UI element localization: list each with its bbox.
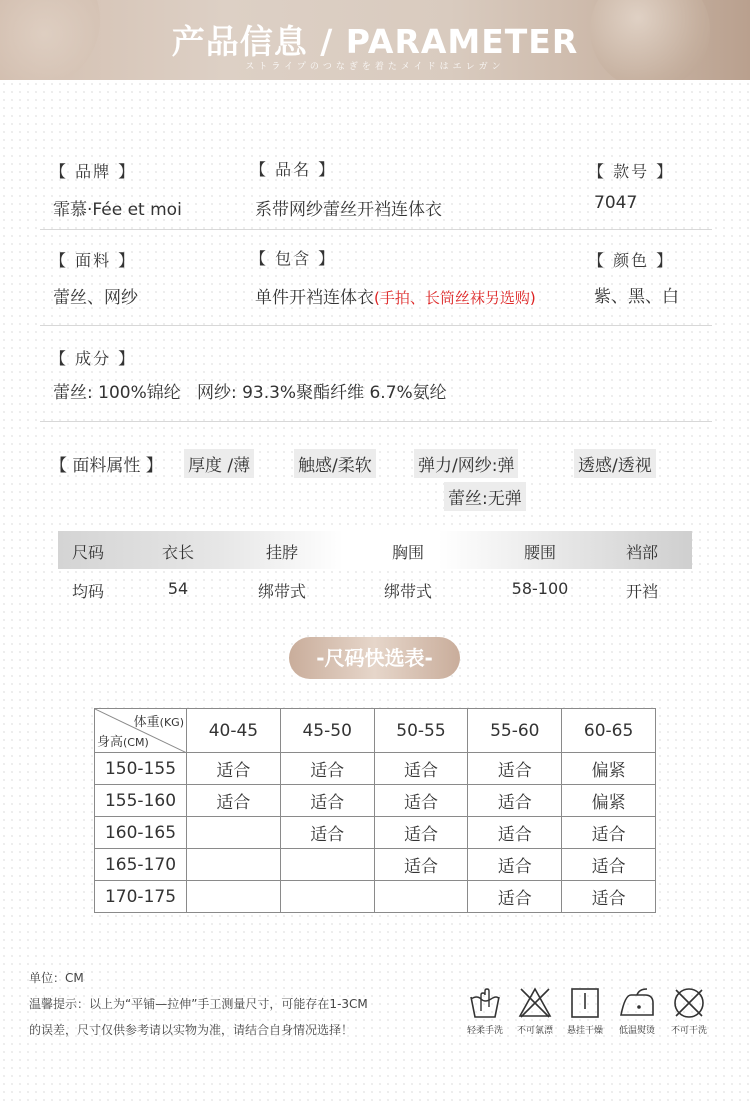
- product-name-value: 系带网纱蕾丝开裆连体衣: [255, 200, 442, 220]
- height-cell: 165-170: [95, 849, 187, 881]
- fit-cell: 适合: [280, 785, 374, 817]
- fit-cell: 适合: [280, 753, 374, 785]
- banner-subtitle: ストライプのつなぎを着たメイドはエレガン: [245, 62, 505, 72]
- care-label: 轻柔手洗: [466, 1026, 503, 1036]
- includes-label: 【 包含 】: [250, 249, 337, 268]
- size-col-header: 尺码: [71, 543, 104, 562]
- header-banner: [0, 0, 750, 80]
- size-value: 均码: [71, 582, 104, 601]
- brand-value: 霏慕·Fée et moi: [53, 200, 182, 220]
- weight-col-header: 50-55: [374, 709, 468, 753]
- hand-wash-icon: [467, 985, 503, 1021]
- fit-cell: 适合: [562, 817, 656, 849]
- care-label: 低温熨烫: [618, 1026, 655, 1036]
- fit-cell: [187, 881, 281, 913]
- fit-cell: 适合: [374, 849, 468, 881]
- care-low-iron: [610, 985, 664, 1036]
- fabric-value: 蕾丝、网纱: [53, 288, 138, 308]
- weight-unit: (KG): [159, 716, 184, 729]
- fabric-label: 【 面料 】: [50, 251, 137, 270]
- quick-select-title: -尺码快选表-: [289, 637, 460, 679]
- style-number-label: 【 款号 】: [588, 162, 675, 181]
- halter-col-header: 挂脖: [265, 543, 298, 562]
- waist-value: 58-100: [511, 579, 569, 598]
- color-label: 【 颜色 】: [588, 251, 675, 270]
- elasticity-chip: 弹力/网纱:弹: [414, 449, 518, 478]
- fit-cell: 适合: [468, 753, 562, 785]
- fit-cell: 适合: [280, 817, 374, 849]
- fit-cell: 适合: [374, 817, 468, 849]
- divider: [40, 325, 712, 326]
- fit-cell: 适合: [468, 849, 562, 881]
- care-no-dry-clean: [662, 985, 716, 1036]
- height-cell: 150-155: [95, 753, 187, 785]
- fit-cell: 适合: [468, 817, 562, 849]
- fit-cell: [280, 881, 374, 913]
- height-header: [97, 731, 149, 750]
- tip-line-2: 的误差，尺寸仅供参考请以实物为准，请结合自身情况选择！: [29, 1023, 354, 1037]
- care-hang-dry: [558, 985, 612, 1036]
- halter-value: 绑带式: [257, 582, 306, 601]
- weight-col-header: 40-45: [187, 709, 281, 753]
- weight-col-header: 60-65: [562, 709, 656, 753]
- unit-note: 单位：CM: [29, 971, 84, 985]
- care-label: 不可氯漂: [516, 1026, 553, 1036]
- fit-cell: 适合: [562, 881, 656, 913]
- table-row: [95, 849, 656, 881]
- weight-label: 体重: [133, 715, 160, 730]
- banner-title: 产品信息 / PARAMETER: [171, 22, 579, 61]
- fit-cell: [187, 849, 281, 881]
- fit-cell: 适合: [374, 753, 468, 785]
- fit-cell: 偏紧: [562, 785, 656, 817]
- height-cell: 160-165: [95, 817, 187, 849]
- weight-header: [134, 711, 184, 730]
- height-unit: (CM): [123, 736, 149, 749]
- composition-label: 【 成分 】: [50, 349, 137, 368]
- touch-chip: 触感/柔软: [294, 449, 376, 478]
- fit-cell: [187, 817, 281, 849]
- fit-cell: 适合: [468, 881, 562, 913]
- height-cell: 170-175: [95, 881, 187, 913]
- fit-cell: 适合: [468, 785, 562, 817]
- thickness-chip: 厚度 /薄: [184, 449, 254, 478]
- includes-item: 单件开裆连体衣: [255, 288, 374, 308]
- care-no-bleach: [508, 985, 562, 1036]
- style-number-value: 7047: [594, 193, 638, 213]
- sheer-chip: 透感/透视: [574, 449, 656, 478]
- includes-note: (手拍、长筒丝袜另选购): [374, 289, 536, 307]
- table-row: [95, 881, 656, 913]
- length-col-header: 衣长: [161, 543, 194, 562]
- fit-cell: 适合: [374, 785, 468, 817]
- divider: [40, 229, 712, 230]
- hang-dry-icon: [567, 985, 603, 1021]
- fit-cell: [280, 849, 374, 881]
- product-name-label: 【 品名 】: [250, 160, 337, 179]
- includes-value: [255, 283, 536, 308]
- fit-cell: 适合: [187, 785, 281, 817]
- care-hand-wash: [458, 985, 512, 1036]
- table-row: [95, 817, 656, 849]
- brand-label: 【 品牌 】: [50, 162, 137, 181]
- no-dry-clean-icon: [671, 985, 707, 1021]
- fit-cell: 适合: [187, 753, 281, 785]
- waist-col-header: 腰围: [523, 543, 556, 562]
- bust-col-header: 胸围: [391, 543, 424, 562]
- size-quick-select-table: [94, 708, 656, 913]
- weight-col-header: 55-60: [468, 709, 562, 753]
- length-value: 54: [167, 579, 189, 598]
- low-iron-icon: [617, 985, 657, 1021]
- divider: [40, 421, 712, 422]
- fit-cell: 适合: [562, 849, 656, 881]
- fabric-properties-label: 【 面料属性 】: [50, 456, 163, 476]
- bust-value: 绑带式: [383, 582, 432, 601]
- fit-cell: 偏紧: [562, 753, 656, 785]
- fit-cell: [374, 881, 468, 913]
- no-bleach-icon: [517, 985, 553, 1021]
- crotch-col-header: 裆部: [625, 543, 658, 562]
- table-header-row: [95, 709, 656, 753]
- weight-col-header: 45-50: [280, 709, 374, 753]
- care-label: 悬挂干燥: [566, 1026, 603, 1036]
- crotch-value: 开裆: [625, 582, 658, 601]
- elasticity-lace-chip: 蕾丝:无弹: [444, 482, 526, 511]
- tip-line-1: 温馨提示：以上为“平铺—拉伸”手工测量尺寸，可能存在1-3CM: [29, 997, 368, 1011]
- table-row: [95, 753, 656, 785]
- table-row: [95, 785, 656, 817]
- height-label: 身高: [97, 735, 124, 750]
- height-cell: 155-160: [95, 785, 187, 817]
- composition-value: 蕾丝: 100%锦纶 网纱: 93.3%聚酯纤维 6.7%氨纶: [53, 383, 447, 403]
- care-label: 不可干洗: [670, 1026, 707, 1036]
- color-value: 紫、黑、白: [594, 287, 679, 307]
- diagonal-header-cell: [95, 709, 187, 753]
